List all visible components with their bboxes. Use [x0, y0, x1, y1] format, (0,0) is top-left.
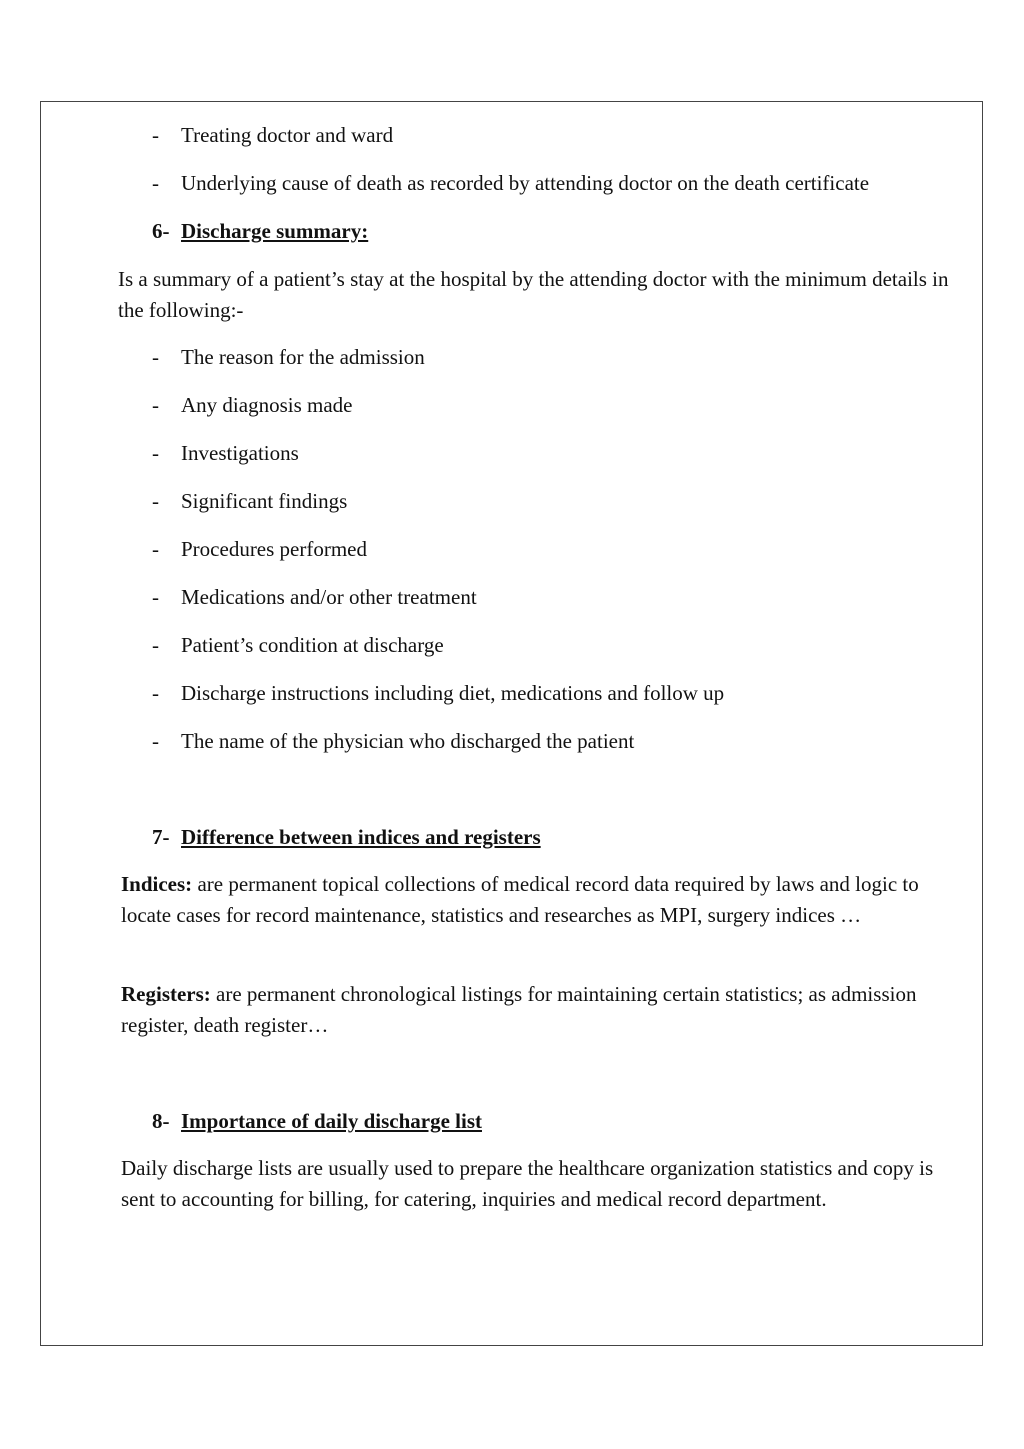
bullet-dash: -: [152, 681, 159, 705]
bullet-item: Discharge instructions including diet, medications and follow up: [181, 681, 725, 705]
bullet-item: The reason for the admission: [181, 345, 425, 369]
bullet-dash: -: [152, 393, 159, 417]
section-8-number: 8-: [152, 1109, 170, 1133]
section-6-intro: Is a summary of a patient’s stay at the hospital by the attending doctor with the minimum details in the following:-: [118, 267, 949, 322]
section-8-heading: Importance of daily discharge list: [181, 1109, 482, 1133]
bullet-item: Investigations: [181, 441, 299, 465]
bullet-item: Significant findings: [181, 489, 348, 513]
indices-label: Indices:: [121, 872, 193, 896]
bullet-item: Medications and/or other treatment: [181, 585, 477, 609]
bullet-item: Procedures performed: [181, 537, 368, 561]
bullet-dash: -: [152, 585, 159, 609]
bullet-dash: -: [152, 729, 159, 753]
section-6-number: 6-: [152, 219, 170, 243]
section-6-heading: Discharge summary:: [181, 219, 369, 243]
registers-paragraph: [121, 979, 971, 1041]
bullet-dash: -: [152, 633, 159, 657]
indices-text: are permanent topical collections of medical record data required by laws and logic to locate cases for record maintenance, statistics and researches as MPI, surgery indices …: [121, 872, 919, 927]
bullet-item: Treating doctor and ward: [181, 123, 394, 147]
section-8-paragraph: Daily discharge lists are usually used to prepare the healthcare organization statistics and copy is sent to accounting for billing, for catering, inquiries and medical record department.: [121, 1156, 934, 1211]
registers-label: Registers:: [121, 982, 211, 1006]
bullet-dash: -: [152, 171, 159, 195]
registers-text: are permanent chronological listings for maintaining certain statistics; as admission register, death register…: [121, 982, 917, 1037]
bullet-item: Underlying cause of death as recorded by attending doctor on the death certificate: [181, 171, 870, 195]
bullet-dash: -: [152, 537, 159, 561]
bullet-dash: -: [152, 345, 159, 369]
bullet-item: The name of the physician who discharged the patient: [181, 729, 635, 753]
bullet-dash: -: [152, 489, 159, 513]
bullet-dash: -: [152, 123, 159, 147]
bullet-dash: -: [152, 441, 159, 465]
section-7-heading: Difference between indices and registers: [181, 825, 541, 849]
section-7-number: 7-: [152, 825, 170, 849]
bullet-item: Any diagnosis made: [181, 393, 353, 417]
bullet-item: Patient’s condition at discharge: [181, 633, 444, 657]
indices-paragraph: [121, 869, 971, 931]
